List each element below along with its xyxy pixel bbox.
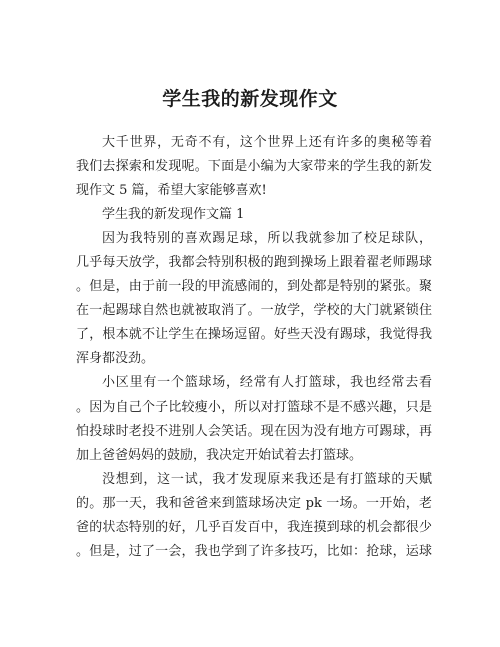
text-line: 没想到，这一试，我才发现原来我还是有打篮球的天赋 bbox=[102, 471, 432, 487]
text-line: 爸的状态特别的好，几乎百发百中，我连摸到球的机会都很少 bbox=[76, 519, 432, 535]
text-line: 现作文 5 篇，希望大家能够喜欢! bbox=[76, 183, 267, 199]
document-title: 学生我的新发现作文 bbox=[162, 88, 338, 110]
text-line: 加上爸爸妈妈的鼓励，我决定开始试着去打篮球。 bbox=[76, 447, 363, 463]
text-line: 在一起踢球自然也就被取消了。一放学，学校的大门就紧锁住 bbox=[76, 303, 432, 319]
text-line: 浑身都没劲。 bbox=[76, 351, 155, 367]
paragraph-para-3 bbox=[76, 468, 432, 564]
text-line: 几乎每天放学，我都会特别积极的跑到操场上跟着翟老师踢球 bbox=[76, 255, 432, 271]
text-line: 。但是，过了一会，我也学到了许多技巧，比如：抢球，运球 bbox=[76, 543, 432, 559]
text-line: 了，根本就不让学生在操场逗留。好些天没有踢球，我觉得我 bbox=[76, 327, 432, 343]
text-line: 因为我特别的喜欢踢足球，所以我就参加了校足球队， bbox=[102, 231, 432, 247]
text-line: 。但是，由于前一段的甲流感闹的，到处都是特别的紧张。聚 bbox=[76, 279, 432, 295]
paragraph-intro bbox=[76, 131, 432, 203]
text-line: 的。那一天，我和爸爸来到篮球场决定 pk 一场。一开始，老 bbox=[76, 495, 432, 511]
paragraph-para-1 bbox=[76, 227, 432, 371]
paragraph-section-heading bbox=[76, 203, 432, 227]
text-line: 学生我的新发现作文篇 1 bbox=[102, 207, 245, 223]
text-line: 我们去探索和发现呢。下面是小编为大家带来的学生我的新发 bbox=[76, 159, 432, 175]
text-line: 。因为自己个子比较瘦小，所以对打篮球不是不感兴趣，只是 bbox=[76, 399, 432, 415]
text-line: 大千世界，无奇不有，这个世界上还有许多的奥秘等着 bbox=[102, 135, 432, 150]
document-body bbox=[76, 131, 432, 564]
text-line: 怕投球时老投不进别人会笑话。现在因为没有地方可踢球，再 bbox=[76, 423, 432, 439]
text-line: 小区里有一个篮球场，经常有人打篮球，我也经常去看 bbox=[102, 375, 432, 391]
paragraph-para-2 bbox=[76, 371, 432, 467]
